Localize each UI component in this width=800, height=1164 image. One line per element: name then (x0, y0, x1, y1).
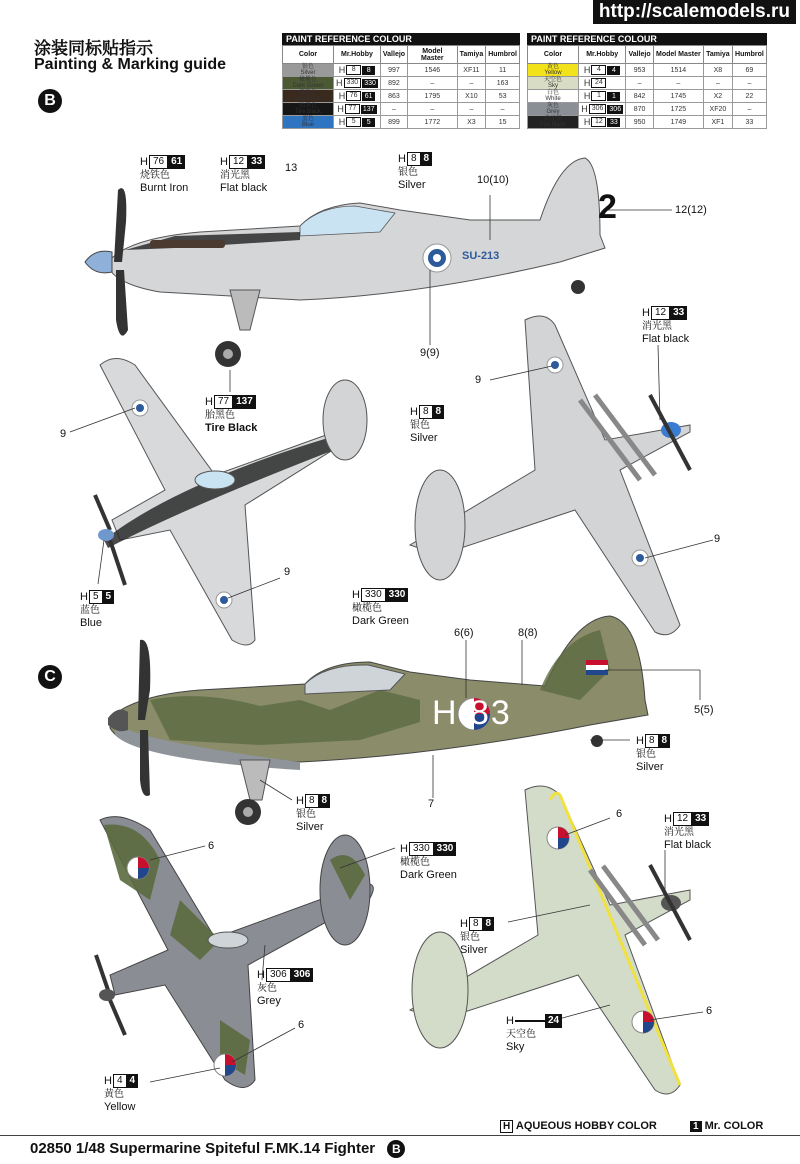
paint-code-tamiya: X10 (457, 90, 486, 103)
decal-6-top-a: 6 (208, 840, 215, 852)
paint-table-header: Mr.Hobby (334, 46, 381, 64)
paint-table-header: Model Master (408, 46, 458, 64)
decal-6-top-b: 6 (298, 1019, 305, 1031)
paint-swatch: 天空色 Sky (528, 77, 579, 90)
paint-code-tamiya: X2 (703, 90, 732, 103)
callout-dark-green-right: H 330 330 橄榄色 Dark Green (400, 842, 457, 881)
paint-code-vallejo: 953 (626, 64, 653, 77)
paint-code-tamiya: XF20 (703, 103, 732, 116)
paint-table-title-right: PAINT REFERENCE COLOUR (527, 33, 767, 45)
paint-code-humbrol: 33 (732, 116, 766, 129)
decal-8-side: 8(8) (518, 627, 538, 639)
callout-silver-bottom: H 8 8 银色 Silver (460, 917, 494, 957)
scheme-b-bottom-view (410, 316, 690, 635)
scheme-b-marker: B (38, 89, 62, 113)
paint-code-humbrol: – (486, 103, 520, 116)
decal-6-side: 6(6) (454, 627, 474, 639)
mr-hobby-code: H 1 1 (579, 90, 626, 103)
decal-9-top-b: 9 (284, 566, 291, 578)
mr-hobby-code: H 5 5 (334, 116, 381, 129)
paint-table-header: Vallejo (626, 46, 653, 64)
mr-hobby-code: H 76 61 (334, 90, 381, 103)
paint-code-vallejo: 899 (380, 116, 407, 129)
callout-yellow: H 4 4 黄色 Yellow (104, 1074, 138, 1114)
paint-code-vallejo: 863 (380, 90, 407, 103)
callout-flat-black-right: H 12 33 消光黑 Flat black (642, 306, 690, 345)
paint-code-mm: – (653, 77, 703, 90)
paint-swatch: 白色 White (528, 90, 579, 103)
paint-swatch: 灰色 Grey (528, 103, 579, 116)
mr-hobby-code: H 306 306 (579, 103, 626, 116)
callout-flat-black-nose: H 12 33 消光黑 Flat black (220, 155, 268, 194)
decal-5: 5(5) (694, 704, 714, 716)
callout-tire-black: H 77 137 胎黑色 Tire Black (205, 395, 258, 434)
decal-9-bottom-a: 9 (475, 374, 482, 386)
scheme-c-top-view (96, 817, 373, 1088)
paint-table-header: Color (528, 46, 579, 64)
paint-table-header: Vallejo (380, 46, 407, 64)
paint-code-humbrol: – (732, 77, 766, 90)
paint-table-header: Mr.Hobby (579, 46, 626, 64)
paint-swatch: 胎黑色 Tire black (283, 103, 334, 116)
paint-code-humbrol: 22 (732, 90, 766, 103)
paint-swatch: 蓝色 Blue (283, 116, 334, 129)
paint-code-tamiya: – (703, 77, 732, 90)
paint-code-humbrol: 69 (732, 64, 766, 77)
paint-code-vallejo: 950 (626, 116, 653, 129)
mr-hobby-code: H 330 330 (334, 77, 381, 90)
paint-code-vallejo: – (380, 103, 407, 116)
paint-table-title: PAINT REFERENCE COLOUR (282, 33, 520, 45)
mr-hobby-code: H 8 8 (334, 64, 381, 77)
paint-code-humbrol: 11 (486, 64, 520, 77)
paint-code-mm: 1795 (408, 90, 458, 103)
title-chinese: 涂装同标贴指示 (34, 39, 153, 58)
paint-code-humbrol: 163 (486, 77, 520, 90)
paint-code-mm: 1546 (408, 64, 458, 77)
paint-table-header: Tamiya (703, 46, 732, 64)
callout-dark-green-top: H 330 330 橄榄色 Dark Green (352, 588, 409, 627)
decal-7: 7 (428, 798, 435, 810)
callout-silver-top: H 8 8 银色 Silver (398, 152, 432, 192)
callout-silver-gear: H 8 8 银色 Silver (296, 794, 330, 834)
paint-code-mm: – (408, 103, 458, 116)
paint-code-vallejo: 870 (626, 103, 653, 116)
callout-flat-black-c: H 12 33 消光黑 Flat black (664, 812, 712, 851)
paint-code-tamiya: XF1 (703, 116, 732, 129)
paint-code-tamiya: X3 (457, 116, 486, 129)
callout-burnt-iron: H 76 61 烧铁色 Burnt Iron (140, 155, 189, 194)
decal-9-top-a: 9 (60, 428, 67, 440)
paint-code-vallejo: 892 (380, 77, 407, 90)
paint-code-humbrol: 15 (486, 116, 520, 129)
decal-9-bottom-b: 9 (714, 533, 721, 545)
paint-table-header: Tamiya (457, 46, 486, 64)
fuselage-code-h83: H 83 (432, 694, 512, 732)
legend-h-icon: H (500, 1120, 513, 1133)
paint-code-mm: 1725 (653, 103, 703, 116)
paint-code-vallejo: – (626, 77, 653, 90)
decal-6-bottom-b: 6 (706, 1005, 713, 1017)
paint-code-tamiya: – (457, 103, 486, 116)
paint-code-mm: 1514 (653, 64, 703, 77)
paint-swatch: 黄色 Yellow (528, 64, 579, 77)
decal-9-side: 9(9) (420, 347, 440, 359)
mr-hobby-code: H 4 4 (579, 64, 626, 77)
scheme-c-marker: C (38, 665, 62, 689)
paint-code-tamiya: – (457, 77, 486, 90)
paint-swatch: 消光黑 Flat black (528, 116, 579, 129)
paint-table-header: Model Master (653, 46, 703, 64)
callout-silver-tail: H 8 8 银色 Silver (636, 734, 670, 774)
paint-swatch: 银色 Silver (283, 64, 334, 77)
paint-code-mm: 1745 (653, 90, 703, 103)
decal-10: 10(10) (477, 174, 509, 186)
callout-silver-mid: H 8 8 银色 Silver (410, 405, 444, 445)
footer-divider (0, 1135, 800, 1136)
paint-code-mm: 1772 (408, 116, 458, 129)
watermark-url[interactable]: http://scalemodels.ru (593, 0, 796, 24)
footer-title: 02850 1/48 Supermarine Spiteful F.MK.14 Fighter B (30, 1140, 405, 1158)
decal-6-bottom-a: 6 (616, 808, 623, 820)
callout-blue: H 5 5 蓝色 Blue (80, 590, 114, 630)
tail-number: 2 (598, 188, 617, 226)
paint-swatch: 烧铁色 Burnt Iron (283, 90, 334, 103)
callout-grey: H 306 306 灰色 Grey (257, 968, 313, 1008)
serial-su213: SU-213 (462, 250, 500, 262)
paint-code-vallejo: 997 (380, 64, 407, 77)
footer-scheme-marker: B (387, 1140, 405, 1158)
paint-code-vallejo: 842 (626, 90, 653, 103)
decal-13: 13 (285, 162, 298, 174)
decal-12: 12(12) (675, 204, 707, 216)
paint-table-header: Humbrol (486, 46, 520, 64)
mr-hobby-code: H 24 (579, 77, 626, 90)
paint-code-tamiya: XF11 (457, 64, 486, 77)
paint-table-header: Color (283, 46, 334, 64)
legend-hobby-color: H AQUEOUS HOBBY COLOR (500, 1120, 657, 1132)
paint-table-header: Humbrol (732, 46, 766, 64)
paint-code-mm: – (408, 77, 458, 90)
paint-code-humbrol: – (732, 103, 766, 116)
mr-hobby-code: H 12 33 (579, 116, 626, 129)
legend-mr-color: 1 Mr. COLOR (690, 1120, 763, 1132)
paint-code-tamiya: X8 (703, 64, 732, 77)
page-title: Painting & Marking guide (34, 56, 227, 73)
paint-code-mm: 1749 (653, 116, 703, 129)
mr-hobby-code: H 77 137 (334, 103, 381, 116)
callout-sky: H 24 天空色 Sky (506, 1014, 562, 1054)
paint-swatch: 橄榄色 Dark Green (283, 77, 334, 90)
scheme-c-side-profile (108, 616, 648, 825)
legend-mr-icon: 1 (690, 1121, 702, 1132)
paint-code-humbrol: 53 (486, 90, 520, 103)
